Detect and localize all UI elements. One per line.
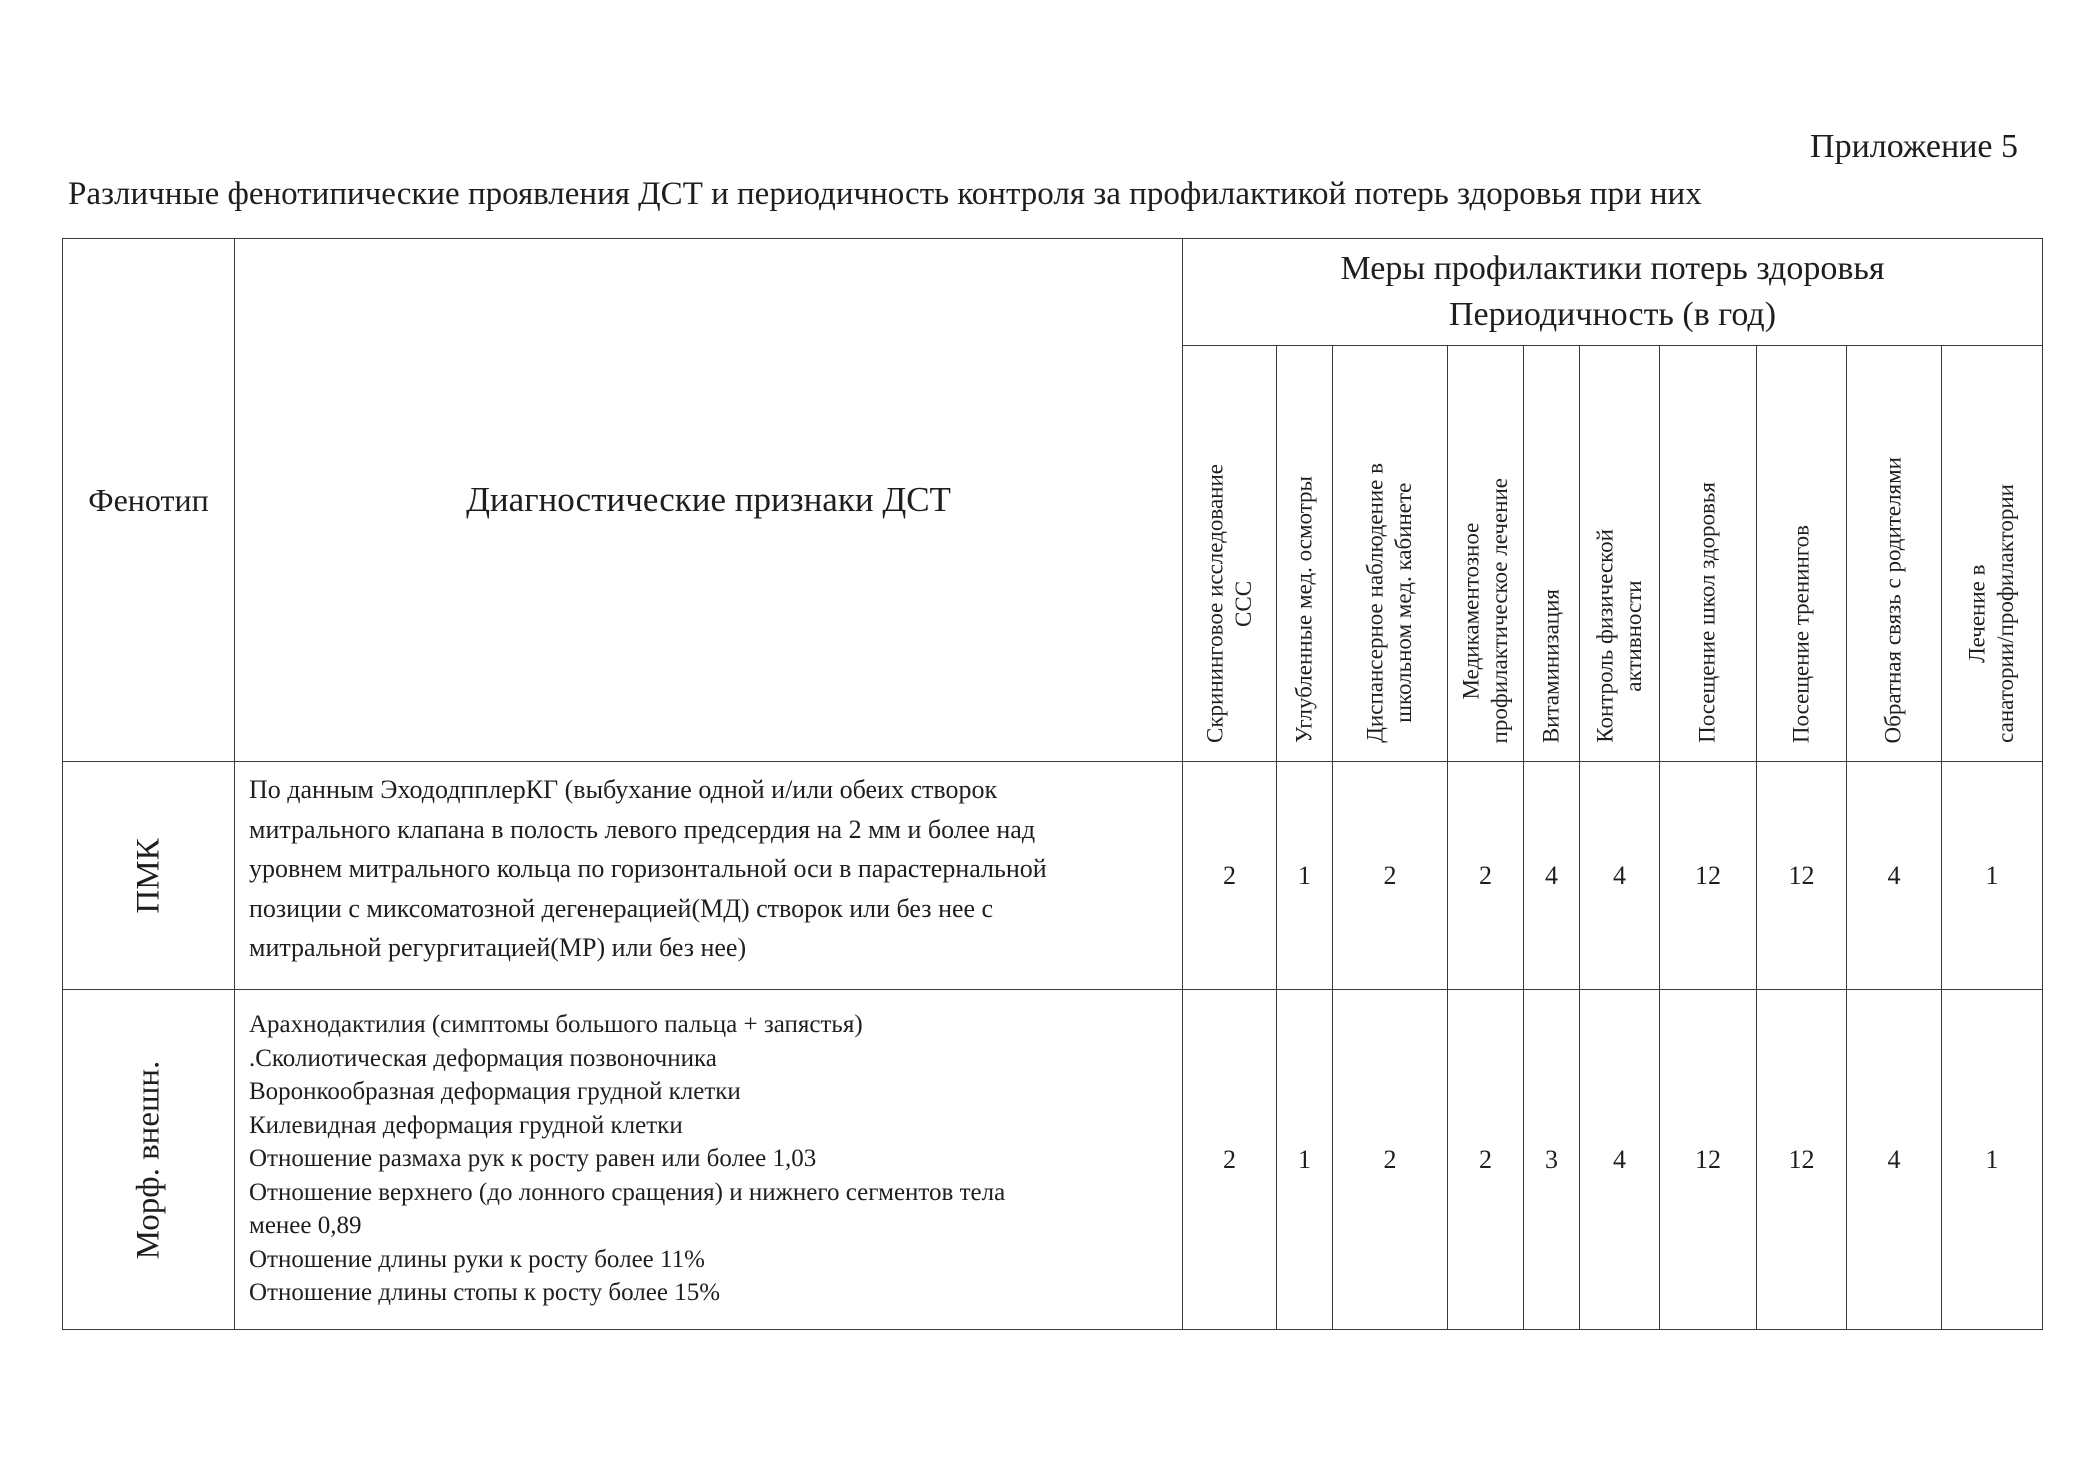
col-header [1524,346,1580,762]
col-header [1333,346,1448,762]
table-row [63,990,2043,1330]
col-header-line: Углубленные мед. осмотры [1291,475,1317,743]
value-cell: 4 [1847,762,1942,990]
col-header-line: Медикаментозное [1457,521,1483,699]
diagnostic-cell [235,762,1183,990]
phenotype-label: ПМК [130,837,166,914]
header-measures [1183,239,2043,346]
diagnostic-line: По данным ЭхододпплерКГ (выбухание одной и/или обеих створок [249,775,998,804]
diagnostic-line: .Сколиотическая деформация позвоночника [249,1044,717,1072]
col-header-line: активности [1620,580,1646,692]
col-header-line: санатории/профилактории [1993,484,2019,743]
diagnostic-line: Отношение верхнего (до лонного сращения) и нижнего сегментов тела [249,1178,1006,1206]
col-header-line: Витаминизация [1538,588,1564,743]
col-header [1757,346,1847,762]
value-cell: 4 [1847,990,1942,1330]
col-header-line: Обратная связь с родителями [1880,456,1906,743]
diagnostic-line: уровнем митрального кольца по горизонтальной оси в парастернальной [249,854,1047,884]
header-phenotype: Фенотип [63,239,235,762]
col-header [1183,346,1277,762]
diagnostic-line: Отношение длины руки к росту более 11% [249,1245,705,1273]
diagnostic-line: Отношение размаха рук к росту равен или более 1,03 [249,1145,817,1172]
diagnostic-cell [235,990,1183,1330]
col-header-line: профилактическое лечение [1486,477,1512,743]
value-cell: 2 [1183,762,1277,990]
header-measures-title: Меры профилактики потерь здоровья [1340,250,1885,288]
value-cell: 1 [1942,762,2043,990]
value-cell: 4 [1524,762,1580,990]
diagnostic-line: митральной регургитацией(МР) или без нее) [249,933,747,963]
value-cell: 12 [1757,762,1847,990]
value-cell: 2 [1333,990,1448,1330]
value-cell: 4 [1580,990,1660,1330]
col-header [1847,346,1942,762]
prevention-table [62,238,2043,1330]
diagnostic-line: Воронкообразная деформация грудной клетки [249,1078,741,1105]
col-header-line: Скрининговое исследование [1201,464,1227,743]
col-header-line: Посещение школ здоровья [1694,482,1720,743]
phenotype-cell [63,762,235,990]
diagnostic-line: Арахнодактилия (симптомы большого пальца + запястья) [249,1011,863,1038]
col-header [1942,346,2043,762]
col-header [1277,346,1333,762]
diagnostic-line: Отношение длины стопы к росту более 15% [249,1279,721,1306]
diagnostic-line: митрального клапана в полость левого предсердия на 2 мм и более над [249,814,1036,844]
value-cell: 12 [1660,762,1757,990]
value-cell: 2 [1448,990,1524,1330]
col-header-line: ССС [1230,580,1256,627]
value-cell: 2 [1448,762,1524,990]
header-periodicity: Периодичность (в год) [1448,296,1777,333]
header-diagnostic: Диагностические признаки ДСТ [235,239,1183,762]
table-row [63,762,2043,990]
diagnostic-line: Килевидная деформация грудной клетки [249,1111,683,1139]
col-header [1448,346,1524,762]
diagnostic-line: менее 0,89 [249,1212,362,1239]
diagnostic-line: позиции с миксоматозной дегенерацией(МД) створок или без нее с [249,893,994,923]
phenotype-label: Морф. внешн. [130,1060,166,1259]
value-cell: 4 [1580,762,1660,990]
value-cell: 2 [1183,990,1277,1330]
appendix-label: Приложение 5 [1810,128,2018,165]
col-header [1580,346,1660,762]
col-header-line: Контроль физической [1591,529,1617,743]
col-header-line: Диспансерное наблюдение в [1362,463,1388,743]
value-cell: 12 [1660,990,1757,1330]
value-cell: 1 [1277,762,1333,990]
col-header-line: Лечение в [1964,564,1990,663]
value-cell: 1 [1942,990,2043,1330]
col-header-line: Посещение тренингов [1788,524,1814,743]
phenotype-cell [63,990,235,1330]
col-header [1660,346,1757,762]
value-cell: 3 [1524,990,1580,1330]
col-header-line: школьном мед. кабинете [1391,483,1416,724]
document-title: Различные фенотипические проявления ДСТ и периодичность контроля за профилактикой потерь здоровья при них [68,176,1702,212]
value-cell: 12 [1757,990,1847,1330]
value-cell: 2 [1333,762,1448,990]
value-cell: 1 [1277,990,1333,1330]
